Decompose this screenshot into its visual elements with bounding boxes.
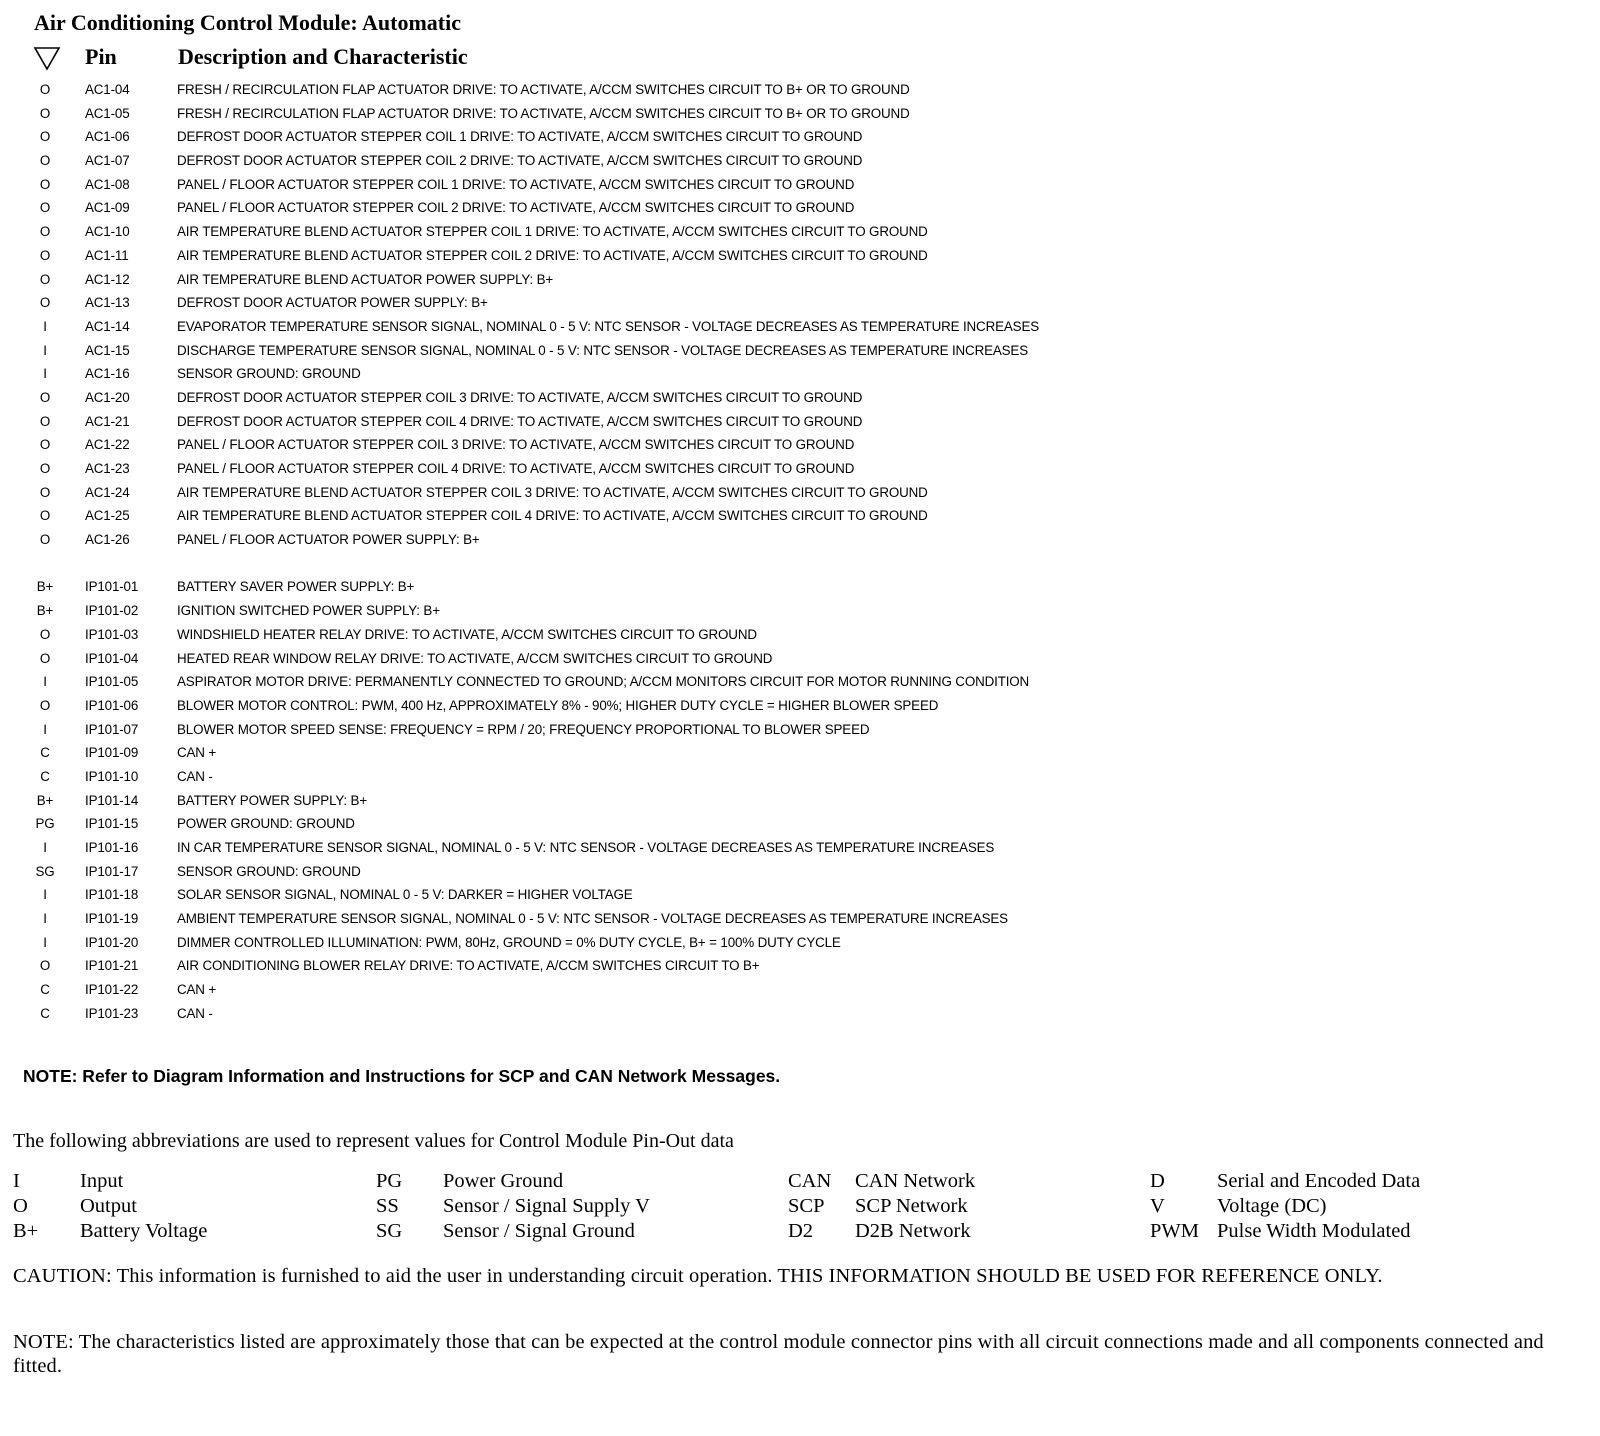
pin-direction: O xyxy=(39,224,51,240)
table-row xyxy=(0,103,1600,127)
pin-id: AC1-21 xyxy=(85,413,130,429)
pin-direction: I xyxy=(43,318,47,334)
pin-description: AIR TEMPERATURE BLEND ACTUATOR POWER SUPPLY: B+ xyxy=(177,271,554,287)
pin-direction: O xyxy=(39,461,51,476)
pin-id: AC1-20 xyxy=(85,389,130,405)
pin-id: AC1-04 xyxy=(85,82,130,97)
table-row xyxy=(0,813,1600,837)
pin-description: CAN - xyxy=(177,1005,213,1021)
pin-direction: O xyxy=(39,532,51,548)
abbreviations-intro: The following abbreviations are used to represent values for Control Module Pin-Out data xyxy=(13,1130,734,1152)
pin-description: CAN + xyxy=(177,745,217,761)
pin-description: IGNITION SWITCHED POWER SUPPLY: B+ xyxy=(177,603,440,619)
pin-direction: I xyxy=(43,887,47,903)
description-column-header: Description and Characteristic xyxy=(178,44,468,69)
page-title: Air Conditioning Control Module: Automatic xyxy=(34,10,461,35)
table-row xyxy=(0,837,1600,861)
pin-direction: PG xyxy=(35,816,55,832)
pin-id: IP101-01 xyxy=(85,579,139,595)
pin-id: IP101-09 xyxy=(85,745,139,761)
abbreviation-meaning: Input xyxy=(80,1170,124,1192)
table-row xyxy=(0,695,1600,719)
row-spacer xyxy=(0,553,1600,577)
pin-description: HEATED REAR WINDOW RELAY DRIVE: TO ACTIVATE, A/CCM SWITCHES CIRCUIT TO GROUND xyxy=(177,650,773,666)
pin-description: AMBIENT TEMPERATURE SENSOR SIGNAL, NOMINAL 0 - 5 V: NTC SENSOR - VOLTAGE DECREASES AS TEMPERATURE INCREASES xyxy=(177,911,1008,927)
pin-direction: C xyxy=(40,745,50,761)
table-row xyxy=(0,955,1600,979)
table-row xyxy=(0,932,1600,956)
triangle-down-icon xyxy=(33,44,61,72)
pin-id: IP101-15 xyxy=(85,816,139,832)
pin-id: AC1-23 xyxy=(85,461,130,476)
pin-description: PANEL / FLOOR ACTUATOR STEPPER COIL 3 DRIVE: TO ACTIVATE, A/CCM SWITCHES CIRCUIT TO GROUND xyxy=(177,437,855,453)
table-row xyxy=(0,979,1600,1003)
abbreviation-entry xyxy=(13,1170,373,1194)
abbreviation-entry xyxy=(1150,1220,1510,1244)
pin-id: AC1-13 xyxy=(85,295,130,311)
pin-id: AC1-10 xyxy=(85,224,130,240)
pin-description: DISCHARGE TEMPERATURE SENSOR SIGNAL, NOMINAL 0 - 5 V: NTC SENSOR - VOLTAGE DECREASES AS TEMPERATURE INCREASES xyxy=(177,342,1028,358)
abbreviation-meaning: Power Ground xyxy=(443,1170,564,1192)
abbreviation-code: D xyxy=(1150,1170,1165,1192)
pin-description: DEFROST DOOR ACTUATOR POWER SUPPLY: B+ xyxy=(177,295,488,311)
pin-description: AIR TEMPERATURE BLEND ACTUATOR STEPPER COIL 1 DRIVE: TO ACTIVATE, A/CCM SWITCHES CIRCUIT TO GROUND xyxy=(177,224,928,240)
network-note: NOTE: Refer to Diagram Information and Instructions for SCP and CAN Network Messages. xyxy=(23,1066,781,1086)
table-row xyxy=(0,245,1600,269)
table-row xyxy=(0,316,1600,340)
pin-direction: O xyxy=(39,389,51,405)
pin-direction: B+ xyxy=(36,792,54,808)
pin-table xyxy=(0,79,1600,1027)
table-row xyxy=(0,458,1600,482)
pin-direction: C xyxy=(40,1005,50,1021)
table-row xyxy=(0,742,1600,766)
abbreviation-meaning: Serial and Encoded Data xyxy=(1217,1170,1421,1192)
pin-id: IP101-16 xyxy=(85,840,139,855)
abbreviation-entry xyxy=(788,1220,1148,1244)
pin-description: PANEL / FLOOR ACTUATOR POWER SUPPLY: B+ xyxy=(177,532,480,548)
abbreviation-entry xyxy=(788,1170,1148,1194)
pin-id: IP101-03 xyxy=(85,626,139,642)
abbreviation-meaning: Sensor / Signal Ground xyxy=(443,1220,635,1242)
pin-direction: I xyxy=(43,934,47,950)
abbreviation-code: PG xyxy=(376,1170,403,1192)
pin-direction: I xyxy=(43,342,47,358)
pin-id: IP101-10 xyxy=(85,768,139,784)
abbreviation-code: SG xyxy=(376,1220,403,1242)
pin-id: AC1-08 xyxy=(85,176,130,192)
pin-id: IP101-05 xyxy=(85,674,139,690)
abbreviation-meaning: Sensor / Signal Supply V xyxy=(443,1195,650,1217)
pin-description: SOLAR SENSOR SIGNAL, NOMINAL 0 - 5 V: DARKER = HIGHER VOLTAGE xyxy=(177,887,633,903)
pin-id: IP101-17 xyxy=(85,863,139,879)
pin-direction: I xyxy=(43,840,47,855)
abbreviation-meaning: D2B Network xyxy=(855,1220,971,1242)
table-row xyxy=(0,529,1600,553)
pin-description: DEFROST DOOR ACTUATOR STEPPER COIL 2 DRIVE: TO ACTIVATE, A/CCM SWITCHES CIRCUIT TO GROUND xyxy=(177,153,863,169)
pin-direction: O xyxy=(39,129,51,145)
pin-id: AC1-06 xyxy=(85,129,130,145)
pin-description: FRESH / RECIRCULATION FLAP ACTUATOR DRIVE: TO ACTIVATE, A/CCM SWITCHES CIRCUIT TO B+ OR TO GROUND xyxy=(177,105,910,121)
pin-description: ASPIRATOR MOTOR DRIVE: PERMANENTLY CONNECTED TO GROUND; A/CCM MONITORS CIRCUIT FOR MOTOR RUNNING CONDITION xyxy=(177,674,1030,690)
abbreviation-entry xyxy=(13,1220,373,1244)
pin-description: BLOWER MOTOR CONTROL: PWM, 400 Hz, APPROXIMATELY 8% - 90%; HIGHER DUTY CYCLE = HIGHER BLOWER SPEED xyxy=(177,697,939,713)
pin-description: PANEL / FLOOR ACTUATOR STEPPER COIL 2 DRIVE: TO ACTIVATE, A/CCM SWITCHES CIRCUIT TO GROUND xyxy=(177,200,855,216)
table-row xyxy=(0,671,1600,695)
pin-description: BATTERY POWER SUPPLY: B+ xyxy=(177,792,368,808)
pin-description: SENSOR GROUND: GROUND xyxy=(177,366,361,382)
pin-description: FRESH / RECIRCULATION FLAP ACTUATOR DRIVE: TO ACTIVATE, A/CCM SWITCHES CIRCUIT TO B+ OR TO GROUND xyxy=(177,82,910,97)
table-row xyxy=(0,648,1600,672)
abbreviation-entry xyxy=(13,1195,373,1219)
table-row xyxy=(0,1003,1600,1027)
table-row xyxy=(0,340,1600,364)
abbreviation-entry xyxy=(788,1195,1148,1219)
pin-id: AC1-12 xyxy=(85,271,130,287)
pin-id: AC1-24 xyxy=(85,484,130,500)
pin-id: AC1-07 xyxy=(85,153,130,169)
pin-direction: I xyxy=(43,911,47,927)
abbreviation-entry xyxy=(376,1170,736,1194)
pin-description: CAN - xyxy=(177,768,213,784)
pin-description: DIMMER CONTROLLED ILLUMINATION: PWM, 80Hz, GROUND = 0% DUTY CYCLE, B+ = 100% DUTY CYCLE xyxy=(177,934,841,950)
table-row xyxy=(0,790,1600,814)
pin-direction: O xyxy=(39,650,51,666)
table-row xyxy=(0,411,1600,435)
table-row xyxy=(0,766,1600,790)
pin-direction: O xyxy=(39,271,51,287)
table-row xyxy=(0,884,1600,908)
pin-direction: O xyxy=(39,626,51,642)
pin-description: AIR TEMPERATURE BLEND ACTUATOR STEPPER COIL 4 DRIVE: TO ACTIVATE, A/CCM SWITCHES CIRCUIT TO GROUND xyxy=(177,508,928,524)
table-row xyxy=(0,221,1600,245)
pin-direction: C xyxy=(40,982,50,998)
pin-direction: O xyxy=(39,105,51,121)
table-row xyxy=(0,600,1600,624)
pin-description: DEFROST DOOR ACTUATOR STEPPER COIL 4 DRIVE: TO ACTIVATE, A/CCM SWITCHES CIRCUIT TO GROUND xyxy=(177,413,863,429)
pin-direction: B+ xyxy=(36,603,54,619)
table-row xyxy=(0,576,1600,600)
table-row xyxy=(0,719,1600,743)
abbreviation-meaning: Voltage (DC) xyxy=(1217,1195,1327,1217)
abbreviation-meaning: Pulse Width Modulated xyxy=(1217,1220,1411,1242)
abbreviation-meaning: Output xyxy=(80,1195,137,1217)
pin-column-header: Pin xyxy=(85,44,117,69)
pin-description: AIR TEMPERATURE BLEND ACTUATOR STEPPER COIL 3 DRIVE: TO ACTIVATE, A/CCM SWITCHES CIRCUIT TO GROUND xyxy=(177,484,928,500)
abbreviation-meaning: CAN Network xyxy=(855,1170,976,1192)
pin-id: AC1-11 xyxy=(85,247,129,263)
table-row xyxy=(0,387,1600,411)
abbreviation-entry xyxy=(1150,1170,1510,1194)
pin-id: AC1-05 xyxy=(85,105,130,121)
table-row xyxy=(0,908,1600,932)
table-row xyxy=(0,269,1600,293)
pin-id: IP101-23 xyxy=(85,1005,139,1021)
pin-id: AC1-14 xyxy=(85,318,130,334)
pin-description: IN CAR TEMPERATURE SENSOR SIGNAL, NOMINAL 0 - 5 V: NTC SENSOR - VOLTAGE DECREASES AS TEMPERATURE INCREASES xyxy=(177,840,995,855)
pin-id: IP101-22 xyxy=(85,982,139,998)
table-row xyxy=(0,434,1600,458)
abbreviation-code: V xyxy=(1150,1195,1165,1217)
pin-direction: I xyxy=(43,674,47,690)
pin-id: IP101-14 xyxy=(85,792,139,808)
pin-id: IP101-20 xyxy=(85,934,139,950)
abbreviation-entry xyxy=(376,1195,736,1219)
pin-id: AC1-26 xyxy=(85,532,130,548)
table-row xyxy=(0,505,1600,529)
abbreviation-entry xyxy=(376,1220,736,1244)
table-row xyxy=(0,292,1600,316)
pin-description: PANEL / FLOOR ACTUATOR STEPPER COIL 4 DRIVE: TO ACTIVATE, A/CCM SWITCHES CIRCUIT TO GROUND xyxy=(177,461,855,476)
abbreviation-meaning: Battery Voltage xyxy=(80,1220,208,1242)
table-row xyxy=(0,861,1600,885)
abbreviation-code: B+ xyxy=(13,1220,39,1242)
pin-id: IP101-04 xyxy=(85,650,139,666)
table-row xyxy=(0,482,1600,506)
abbreviation-meaning: SCP Network xyxy=(855,1195,968,1217)
pin-direction: O xyxy=(39,437,51,453)
pin-id: IP101-19 xyxy=(85,911,139,927)
pin-id: AC1-25 xyxy=(85,508,130,524)
table-row xyxy=(0,126,1600,150)
pin-direction: I xyxy=(43,721,47,737)
pin-id: AC1-15 xyxy=(85,342,130,358)
pin-direction: O xyxy=(39,247,51,263)
table-row xyxy=(0,174,1600,198)
pin-description: DEFROST DOOR ACTUATOR STEPPER COIL 1 DRIVE: TO ACTIVATE, A/CCM SWITCHES CIRCUIT TO GROUND xyxy=(177,129,863,145)
pin-direction: I xyxy=(43,366,47,382)
pin-id: AC1-09 xyxy=(85,200,130,216)
pin-direction: O xyxy=(39,176,51,192)
abbreviation-code: CAN xyxy=(788,1170,832,1192)
abbreviation-code: D2 xyxy=(788,1220,814,1242)
table-row xyxy=(0,624,1600,648)
pin-description: BLOWER MOTOR SPEED SENSE: FREQUENCY = RPM / 20; FREQUENCY PROPORTIONAL TO BLOWER SPEED xyxy=(177,721,870,737)
pin-direction: B+ xyxy=(36,579,54,595)
pin-direction: O xyxy=(39,200,51,216)
caution-note: CAUTION: This information is furnished to aid the user in understanding circuit operation. THIS INFORMATION SHOULD BE USED FOR REFERENCE ONLY. xyxy=(13,1265,1383,1287)
pin-direction: O xyxy=(39,413,51,429)
pin-id: IP101-07 xyxy=(85,721,139,737)
table-row xyxy=(0,197,1600,221)
pin-direction: O xyxy=(39,295,51,311)
pin-direction: O xyxy=(39,484,51,500)
pin-id: IP101-06 xyxy=(85,697,139,713)
table-header xyxy=(0,44,1600,74)
pin-direction: C xyxy=(40,768,50,784)
pin-description: EVAPORATOR TEMPERATURE SENSOR SIGNAL, NOMINAL 0 - 5 V: NTC SENSOR - VOLTAGE DECREASES AS TEMPERATURE INCREASES xyxy=(177,318,1040,334)
pin-direction: O xyxy=(39,958,51,974)
abbreviation-code: SS xyxy=(376,1195,399,1217)
abbreviation-code: O xyxy=(13,1195,28,1217)
pin-direction: O xyxy=(39,508,51,524)
table-row xyxy=(0,363,1600,387)
table-row xyxy=(0,79,1600,103)
abbreviation-entry xyxy=(1150,1195,1510,1219)
pin-description: AIR TEMPERATURE BLEND ACTUATOR STEPPER COIL 2 DRIVE: TO ACTIVATE, A/CCM SWITCHES CIRCUIT TO GROUND xyxy=(177,247,928,263)
pin-description: DEFROST DOOR ACTUATOR STEPPER COIL 3 DRIVE: TO ACTIVATE, A/CCM SWITCHES CIRCUIT TO GROUND xyxy=(177,389,863,405)
pin-id: AC1-22 xyxy=(85,437,130,453)
pin-direction: O xyxy=(39,153,51,169)
pin-direction: O xyxy=(39,82,51,97)
pin-description: WINDSHIELD HEATER RELAY DRIVE: TO ACTIVATE, A/CCM SWITCHES CIRCUIT TO GROUND xyxy=(177,626,757,642)
abbreviation-code: I xyxy=(13,1170,20,1192)
pin-id: IP101-21 xyxy=(85,958,139,974)
pin-direction: SG xyxy=(35,863,55,879)
pin-id: AC1-16 xyxy=(85,366,130,382)
pin-id: IP101-18 xyxy=(85,887,139,903)
pin-description: CAN + xyxy=(177,982,217,998)
abbreviation-code: PWM xyxy=(1150,1220,1199,1242)
pin-description: BATTERY SAVER POWER SUPPLY: B+ xyxy=(177,579,415,595)
pin-description: AIR CONDITIONING BLOWER RELAY DRIVE: TO ACTIVATE, A/CCM SWITCHES CIRCUIT TO B+ xyxy=(177,958,760,974)
pin-id: IP101-02 xyxy=(85,603,139,619)
characteristics-note: NOTE: The characteristics listed are approximately those that can be expected at the control module connector pins with all circuit connections made and all components connected and fitted. xyxy=(13,1331,1544,1377)
pin-description: POWER GROUND: GROUND xyxy=(177,816,355,832)
abbreviation-code: SCP xyxy=(788,1195,825,1217)
pin-description: SENSOR GROUND: GROUND xyxy=(177,863,361,879)
table-row xyxy=(0,150,1600,174)
pin-description: PANEL / FLOOR ACTUATOR STEPPER COIL 1 DRIVE: TO ACTIVATE, A/CCM SWITCHES CIRCUIT TO GROUND xyxy=(177,176,855,192)
abbreviations-legend xyxy=(0,1170,1600,1250)
pin-direction: O xyxy=(39,697,51,713)
